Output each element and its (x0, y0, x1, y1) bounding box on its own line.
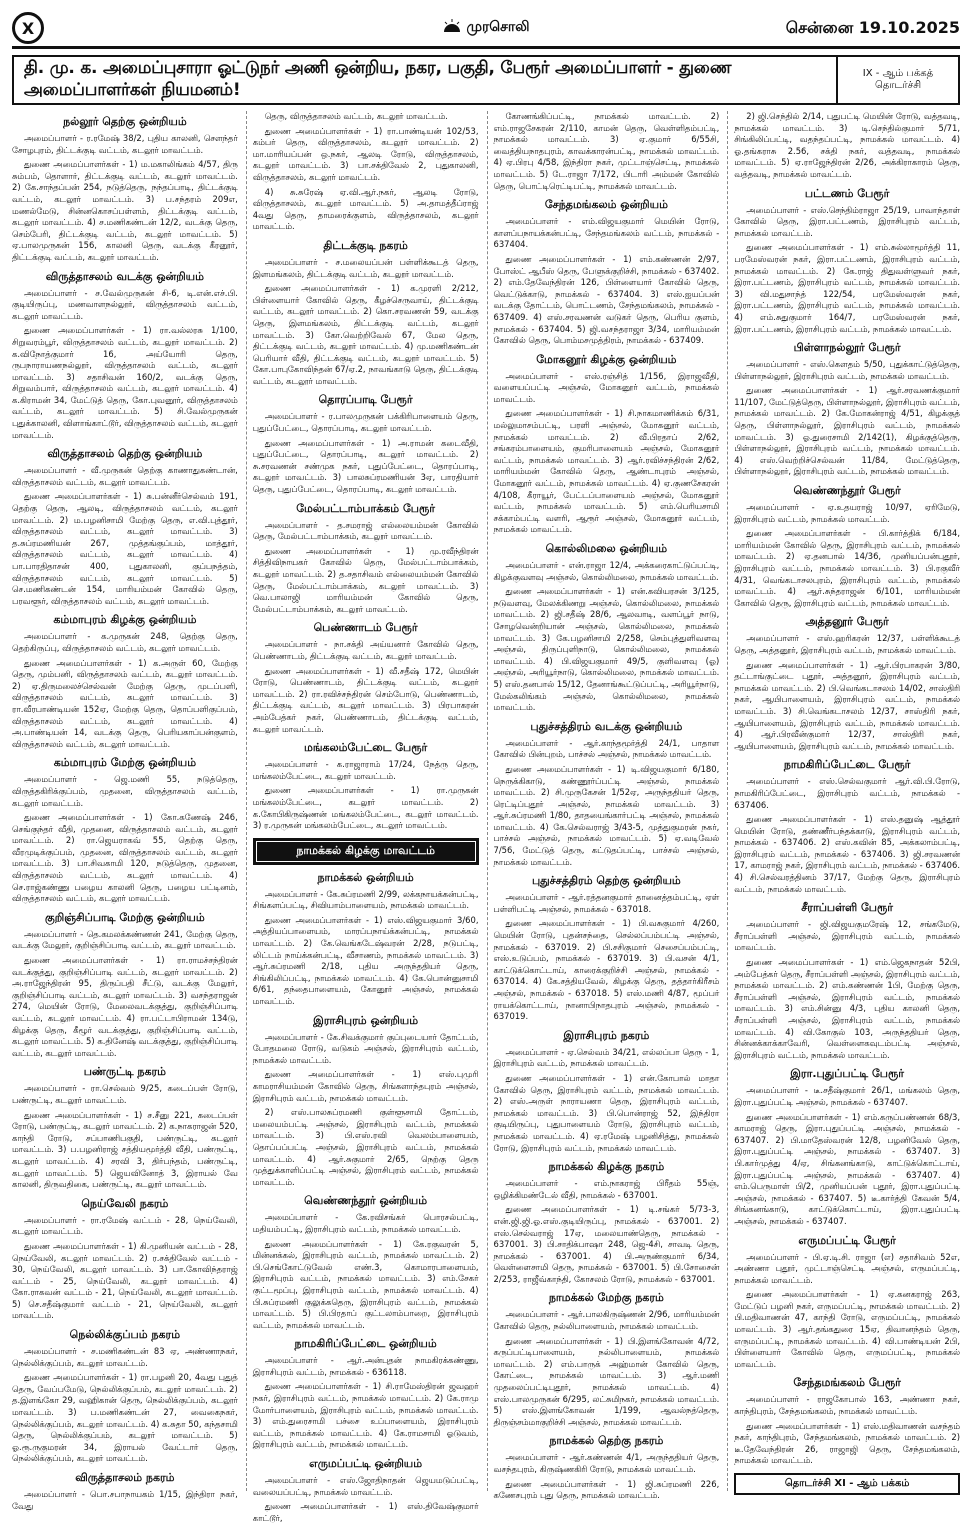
appointment-section (12, 447, 238, 607)
appointment-paragraph: துணை அமைப்பாளர்கள் - 1) ரா.முருகன் மங்கலம்பேட்டை, கடலூர் மாவட்டம். 2) க.கோபிகிருஷ்ணன் மங்கலம்பேட்டை, கடலூர் மாவட்டம். 3) ர.முருகன் மங்கலம்பேட்டை, கடலூர் மாவட்டம். (252, 785, 479, 831)
section-heading: கம்மாபுரம் கிழக்கு ஒன்றியம் (53, 613, 197, 627)
appointment-section (734, 615, 960, 752)
section-heading: நாமகிரிப்பேட்டை ஒன்றியம் (294, 1337, 437, 1351)
section-heading: நாமகிரிப்பேட்டை பேரூர் (783, 758, 911, 772)
appointment-section (494, 720, 720, 869)
appointment-paragraph: துணை அமைப்பாளர்கள் - 1) ரா.வல்லரசு 1/100, சிறுவரம்பூர், விருத்தாசலம் வட்டம், கடலூர் மாவட்டம். 2) க.விநோத்குமார் 16, அய்யோரி தெரு, ருபநாராயணநல்லூர், விருத்தாசலம் வட்டம், கடலூர் மாவட்டம். 3) சதாசிவன் 160/2, வடக்கு தெரு, சிறுவம்பார், விருத்தாசலம் வட்டம், கடலூர் மாவட்டம். 4) க.கிராமன் 34, மேட்டுத் தெரு, கோ.புவனூர், விருத்தாசலம் வட்டம், கடலூர் மாவட்டம். 5) சி.வேல்முருகன் புதுக்காலனி, விளாங்காட்டூர், விருத்தாசலம் வட்டம், கடலூர் மாவட்டம். (12, 325, 238, 440)
appointment-section (12, 1197, 238, 1322)
section-heading: பிள்ளாநல்லூர் பேரூர் (793, 341, 901, 355)
headline-title: தி. மு. க. அமைப்புசாரா ஓட்டுநர் அணி ஒன்றிய, நகர, பகுதி, பேரூர் அமைப்பாளர் - துணை அமைப்பாளர்கள் நியமனம்! (24, 58, 732, 100)
section-heading: விருத்தாசலம் நகரம் (75, 1471, 175, 1484)
section-heading: இராசிபுரம் நகரம் (563, 1028, 650, 1042)
appointment-section (734, 1234, 960, 1371)
appointment-paragraph: அமைப்பாளர் - பொ.சபாநாயகம் 1/15, இந்திரா நகர், வேது (12, 1489, 238, 1511)
appointment-paragraph: துணை அமைப்பாளர்கள் - 1) சு.பன்னீர்செல்வம் 191, தெற்கு தெரு, ஆலடி, விருத்தாசலம் வட்டம், கடலூர் மாவட்டம். 2) ம.பழனிசாமி மேற்கு தெரு, எ.வி.புத்தூர், விருத்தாசலம் வட்டம், கடலூர் மாவட்டம். 3) த.சுப்ரமணியன் 267, முத்தங்குப்பம், மாத்தூர், விருத்தாசலம் வட்டம், கடலூர் மாவட்டம். 4) பா.பாரதிதாசன் 400, புதுகாலனி, குப்பநத்தம், விருத்தாசலம் வட்டம், கடலூர் மாவட்டம். 5) செ.மணிகண்டன் 154, மாரியம்மன் கோவில் தெரு, பரவளூர், விருத்தாசலம் வட்டம், கடலூர் மாவட்டம். (12, 491, 238, 606)
appointment-section (253, 621, 479, 735)
appointment-paragraph: அமைப்பாளர் - எஸ்.ரஞ்சித் 1/156, இராஜவீதி, வளையப்பட்டி அஞ்சல், மோகனூர் வட்டம், நாமக்கல் மாவட்டம். (493, 370, 720, 404)
appointment-paragraph: அமைப்பாளர் - எம்.விஜயகுமார் மெயின் ரோடு, காளப்பநாயக்கன்பட்டி, சேந்தமங்கலம் வட்டம், நாமக்கல் - 637404. (493, 216, 720, 250)
appointment-paragraph: அமைப்பாளர் - ர.பாலமுருகன் பக்கிரிபாளையம் தெரு, புதுப்பேட்டை, தொரப்பாடி, கடலூர் மாவட்டம். (252, 411, 479, 434)
section-heading: மங்கலம்பேட்டை பேரூர் (303, 741, 428, 755)
appointment-section (734, 1376, 960, 1467)
appointment-paragraph: அமைப்பாளர் - தெ.கமலக்கண்ணன் 241, மேற்கு தெரு, வடக்கு மேலூர், குறிஞ்சிப்பாடி வட்டம், கடலூர் மாவட்டம். (12, 928, 238, 951)
appointment-section (734, 111, 960, 181)
paper-name: முரசொலி (466, 19, 530, 35)
appointment-section (734, 758, 960, 895)
continued-on-label: தொடர்ச்சி XI - ஆம் பக்கம் (734, 1473, 960, 1495)
appointment-paragraph: அமைப்பாளர் - ஏ.செல்வம் 34/21, எல்லப்பா தெரு - 1, இராசிபுரம் வட்டம், நாமக்கல் மாவட்டம். (493, 1046, 720, 1069)
continued-from-line1: IX - ஆம் பக்கத் (862, 68, 934, 79)
appointment-section (12, 911, 238, 1060)
appointment-section (253, 1194, 479, 1331)
appointment-paragraph: கோணங்கிப்பட்டி, நாமக்கல் மாவட்டம். 2) எம்.ராஜசேகரன் 2/110, காமன் தெரு, வெள்ளிதம்பட்டி, நாமக்கல் மாவட்டம். 3) ஏ.குமார் 6/55சி, வைத்தியநாதபுரம், காவக்காரன்பட்டி, நாமக்கல் மாவட்டம். 4) ஏ.பிரபு 4/58, இந்திரா நகர், முட்டாஞ்செட்டி, நாமக்கல் மாவட்டம். 5) டே.ராஜா 7/172, பிடாரி அம்மன் கோவில் தெரு, பொட்டிரெட்டிபட்டி, நாமக்கல் மாவட்டம். (493, 111, 720, 191)
section-heading: இரா.புதுப்பட்டி பேரூர் (790, 1067, 905, 1081)
appointment-paragraph: துணை அமைப்பாளர்கள் - 1) கே.ரகுவரன் 5, மின்னக்கல், இராசிபுரம் வட்டம், நாமக்கல் மாவட்டம். 2) பி.செங்கோட்டுவேல் எண்.3, கொமாரபாளையம், இராசிபுரம் வட்டம், நாமக்கல் மாவட்டம். 3) எம்.சேகர் குட்டமூப்பு, இராசிபுரம் வட்டம், நாமக்கல் மாவட்டம். 4) பி.சுப்ரமணி குலுக்கதெரு, இராசிபுரம் வட்டம், நாமக்கல் மாவட்டம். 5) பி.பிரதாப் குட்டலாம்பாறை, இராசிபுரம் வட்டம், நாமக்கல் மாவட்டம். (252, 1238, 479, 1330)
appointment-paragraph: அமைப்பாளர் - ச.வேல்முருகன் சி-6, டி.என்.எச்.பி. குடியிருப்பு, மணவாளநல்லூர், விருத்தாசலம் வட்டம், கடலூர் மாவட்டம். (12, 287, 238, 321)
appointment-paragraph: அமைப்பாளர் - வீ.முருகன் தெற்கு காணாதுகண்டான், விருத்தாசலம் வட்டம், கடலூர் மாவட்டம். (12, 465, 238, 487)
district-banner: நாமக்கல் கிழக்கு மாவட்டம் (253, 838, 479, 865)
appointment-paragraph: துணை அமைப்பாளர்கள் - 1) அ.ராமன் கடைவீதி, புதுப்பேட்டை, தொரப்பாடி, கடலூர் மாவட்டம். 2) சு.சரவணன் சண்முக நகர், புதுப்பேட்டை, தொரப்பாடி, கடலூர் மாவட்டம். 3) பாலசுப்ரமணியன் 3ஏ, பாரதியார் தெரு, புதுப்பேட்டை, தொரப்பாடி, கடலூர் மாவட்டம். (252, 437, 479, 495)
appointment-paragraph: அமைப்பாளர் - எஸ்.ஜோதிநாதன் ஜெயமடுப்பட்டி, வலையப்பட்டி, நாமக்கல் மாவட்டம். (252, 1475, 479, 1497)
appointment-paragraph: 4) சு.சுரேஷ் ஏ.வி.ஆர்.நகர், ஆலடி ரோடு, விருத்தாசலம், கடலூர் மாவட்டம். 5) அ.தாமத்தீப்ராஜ் 4வது தெரு, தாமரைக்குளம், விருத்தாசலம், கடலூர் மாவட்டம். (252, 186, 479, 232)
appointment-paragraph: துணை அமைப்பாளர்கள் - 1) பி.இளங்கோவன் 4/72, கருப்பட்டிபாளையம், நல்லிபாளையம், நாமக்கல் மாவட்டம். 2) எம்.பாருக் அஹ்மான் கோவில் தெரு, கோட்டை, நாமக்கல் மாவட்டம். 3) ஆர்.மணி முதலைப்பட்டிபுதூர், நாமக்கல் மாவட்டம். 4) எஸ்.பாலமுருகன் 6/295, லட்சுமிநகர், நாமக்கல் மாவட்டம். 5) எஸ்.இளங்கோவன் 1/199, ஆவல்நத்தெரு, திருஞ்சம்மாகுறிச்சி அஞ்சல், நாமக்கல் மாவட்டம். (493, 1335, 720, 1427)
section-heading: பெண்ணாடம் பேரூர் (313, 621, 418, 635)
appointment-paragraph: அமைப்பாளர் - எஸ்.செல்வகுமார் ஆர்.வி.பி.ரோடு, நாமகிரிப்பேட்டை, இராசிபுரம் வட்டம், நாமக்கல் - 637406. (734, 776, 960, 810)
appointment-paragraph: துணை அமைப்பாளர்கள் - 1) ஏ.கனகராஜ் 263, மேட்டுப் பழனி நகர், எருமப்பட்டி, நாமக்கல் மாவட்டம். 2) பி.மதிவாணன் 47, காந்தி ரோடு, எருமப்பட்டி, நாமக்கல் மாவட்டம். 3) ஆர்.தங்கதுரை 15ஏ, திவானந்தம் தெரு, எருமப்பட்டி, நாமக்கல் மாவட்டம். 4) வி.பாண்டியன் 2பி, பிள்ளையார் கோவில் தெரு, எருமப்பட்டி, நாமக்கல் மாவட்டம். (734, 1289, 960, 1369)
appointment-section (494, 542, 720, 714)
appointment-paragraph: துணை அமைப்பாளர்கள் - 1) மு.ரவீந்திரன் சித்திவிநாயகர் கோவில் தெரு, மேல்பட்டாம்பாக்கம், கடலூர் மாவட்டம். 2) த.சதாசிவம் எல்லையம்மன் கோவில் தெரு, மேல்பட்டாம்பாக்கம், கடலூர் மாவட்டம். 3) வெ.பாலாஜி மாரியம்மன் கோவில் தெரு, மேல்பட்டாம்பாக்கம், கடலூர் மாவட்டம். (252, 545, 479, 614)
appointment-paragraph: துணை அமைப்பாளர்கள் - 1) க.முரளி 2/212, பிள்ளையார் கோவில் தெரு, கீழச்செருவாய், திட்டக்குடி வட்டம், கடலூர் மாவட்டம். 2) கொ.சரவணன் 59, வடக்கு தெரு, இளமங்கலம், திட்டக்குடி வட்டம், கடலூர் மாவட்டம். 3) கோ.வெற்றிவேல் 67, மேல தெரு, திட்டக்குடி வட்டம், கடலூர் மாவட்டம். 4) மு.மணிகண்டன் பெரியார் வீதி, திட்டக்குடி வட்டம், கடலூர் மாவட்டம். 5) கோ.பாபுகோவிந்தன் 67/ஏ.2, நாவங்காடு தெரு, திட்டக்குடி வட்டம், கடலூர் மாவட்டம். (252, 283, 479, 386)
appointment-paragraph: துணை அமைப்பாளர்கள் - 1) ரா.பழனி 20, 4வது புதுத் தெரு, வேப்பமேடு, நெல்லிக்குப்பம், கடலூர் மாவட்டம். 2) த.இளங்கோ 29, வஹிகான் தெரு, நெல்லிக்குப்பம், கடலூர் மாவட்டம். 3) ப.மணிகண்டன் 27, வைகைநகர், நெல்லிக்குப்பம், கடலூர் மாவட்டம். 4) க.சுதா 50, கந்தசாமி தெரு, நெல்லிக்குப்பம், கடலூர் மாவட்டம். 5) ஓ.ரூ.ருகுமரன் 34, இராயல் வேட்டார் தெரு, நெல்லிக்குப்பம், கடலூர் மாவட்டம். (12, 1372, 238, 1464)
appointment-paragraph: அமைப்பாளர் - ரா.செல்வம் 9/25, கடைப்பள் ரோடு, பண்ருட்டி, கடலூர் மாவட்டம். (12, 1083, 238, 1105)
appointment-section (253, 502, 479, 616)
section-heading: சேந்தமங்கலம் ஒன்றியம் (544, 198, 668, 212)
appointment-section (12, 1471, 238, 1512)
appointment-paragraph: தெரு, விருத்தாசலம் வட்டம், கடலூர் மாவட்டம். (264, 111, 448, 121)
section-heading: புதுச்சத்திரம் வடக்கு ஒன்றியம் (530, 719, 683, 733)
appointment-paragraph: அமைப்பாளர் - ரா.ரமேஷ் வட்டம் - 28, நெய்வேலி, கடலூர் மாவட்டம். (12, 1214, 238, 1237)
appointment-paragraph: துணை அமைப்பாளர்கள் - 1) என்.கோபால் மாதா கோவில் தெரு, இராசிபுரம் வட்டம், நாமக்கல் மாவட்டம். 2) எஸ்.அருள் நாராயணா தெரு, இராசிபுரம் வட்டம், நாமக்கல் மாவட்டம். 3) பி.பொன்ராஜ் 52, இந்திரா குடியிருப்பு, புதுபாளையம் ரோடு, இராசிபுரம் வட்டம், நாமக்கல் மாவட்டம். 4) ஏ.ரமேஷ் பழனிசித்து, நாமக்கல் ரோடு, இராசிபுரம் வட்டம், நாமக்கல் மாவட்டம். (493, 1072, 720, 1153)
appointment-paragraph: துணை அமைப்பாளர்கள் - 1) ஜி.சுப்ரமணி 226, கணேசபுரம் புது தெரு, நாமக்கல் மாவட்டம். (493, 1478, 720, 1501)
appointment-paragraph: துணை அமைப்பாளர்கள் - பி.கார்த்திக் 6/184, மாரியம்மன் கோவில் தெரு, இராசிபுரம் வட்டம், நாமக்கல் மாவட்டம். 2) ஏ.தனபால் 14/36, முனியப்பன்புதூர், இராசிபுரம் வட்டம், நாமக்கல் மாவட்டம். 3) பி.ரகுவீர் 4/31, வெங்கடாசலபுரம், இராசிபுரம் வட்டம், நாமக்கல் மாவட்டம். 4) ஆர்.சுந்தராஜன் 6/101, மாரியம்மன் கோவில் தெரு, இராசிபுரம் வட்டம், நாமக்கல் மாவட்டம். (734, 528, 960, 608)
appointment-section (494, 111, 720, 192)
section-heading: பட்டணம் பேரூர் (804, 186, 890, 200)
section-heading: பண்ருட்டி நகரம் (83, 1065, 167, 1079)
appointment-paragraph: துணை அமைப்பாளர்கள் - 1) ம.மகாலிங்கம் 4/57, திரு சும்பம், தொளார், திட்டக்குடி வட்டம், கடலூர் மாவட்டம். 2) கே.சாந்தப்பன் 254, நடுத்தெரு, நந்தப்பாடி, திட்டக்குடி வட்டம், கடலூர் மாவட்டம். 3) ப.சந்தரம் 209எ, மணல்மேடு, சின்னகொசப்பள்ளம், திட்டக்குடி வட்டம், கடலூர் மாவட்டம். 4) ச.மணிகண்டன் 12/2, வடக்கு தெரு, செம்பேரி, திட்டக்குடி வட்டம், கடலூர் மாவட்டம். 5) ஏ.பாலமுருகன் 156, காலனி தெரு, வடக்கு கீரனூர், திட்டக்குடி வட்டம், கடலூர் மாவட்டம். (12, 159, 238, 262)
appointment-section (253, 239, 479, 388)
section-heading: திட்டக்குடி நகரம் (323, 238, 408, 252)
rising-sun-icon (443, 19, 461, 37)
appointment-paragraph: துணை அமைப்பாளர்கள் - 1) வீ.சதீஷ் 172, மெயின் ரோடு, பெண்ணாடம், திட்டக்குடி வட்டம், கடலூர் மாவட்டம். 2) ரா.ரவிச்சந்திரன் செம்போடு, பெண்ணாடம், திட்டக்குடி வட்டம், கடலூர் மாவட்டம். 3) பிரபாகரன் அம்பேத்கர் நகர், பெண்ணாடம், திட்டக்குடி வட்டம், கடலூர் மாவட்டம். (252, 665, 479, 734)
appointment-paragraph: அமைப்பாளர் - ஆர்.பாலகிருஷ்ணன் 2/96, மாரியம்மன் கோவில் தெரு, நல்லிபாளையம், நாமக்கல் மாவட்டம். (493, 1309, 720, 1332)
section-heading: விருத்தாசலம் தெற்கு ஒன்றியம் (47, 447, 203, 461)
masthead-left (12, 12, 391, 44)
appointment-section (12, 613, 238, 750)
appointment-paragraph: அமைப்பாளர் - எஸ்.செந்திம்ராஜா 25/19, பாவாந்தாள் கோவில் தெரு, இரா.பட்டணம், இராசிபுரம் வட்டம், நாமக்கல் மாவட்டம். (734, 204, 960, 238)
appointment-paragraph: அமைப்பாளர் - ர.ரமேஷ் 38/2, புதிய காலனி, சௌந்தர் சோழபுரம், திட்டக்குடி வட்டம், கடலூர் மாவட்டம். (12, 133, 238, 155)
article-column (727, 111, 960, 1491)
appointment-section (494, 353, 720, 536)
appointment-paragraph: அமைப்பாளர் - கே.சிவக்குமார் குப்புடையார் தோட்டம், போதமலை ரோடு, வடுகம் அஞ்சல், இராசிபுரம் வட்டம், நாமக்கல் மாவட்டம். (252, 1031, 479, 1065)
appointment-paragraph: அமைப்பாளர் - என்.ராஜா 12/4, அக்கரைகாட்டுப்பட்டி, கிழக்குவளவு அஞ்சல், கொல்லிமலை, நாமக்கல் மாவட்டம். (493, 560, 720, 582)
appointment-paragraph: அமைப்பாளர் - பி.ஏ.டி.சி. ராஜா (எ) சதாசிவம் 52எ, அண்ணா புதூர், முட்டாஞ்செட்டி அஞ்சல், எருமப்பட்டி, நாமக்கல் மாவட்டம். (734, 1251, 960, 1285)
appointment-section (253, 1014, 479, 1189)
appointment-paragraph: அமைப்பாளர் - ஜெ.மணி 55, நடுத்தெரு, விருத்தகிரிக்குப்பம், முதனை, விருத்தாசலம் வட்டம், கடலூர் மாவட்டம். (12, 774, 238, 808)
section-heading: நாமக்கல் கிழக்கு நகரம் (548, 1160, 665, 1174)
section-heading: புதுச்சத்திரம் தெற்கு ஒன்றியம் (531, 874, 681, 888)
appointment-paragraph: துணை அமைப்பாளர்கள் - 1) எம்.கண்ணன் 2/97, போஸ்ட் ஆபீஸ் தெரு, பேளுக்குறிச்சி, நாமக்கல் - 637402. 2) எம்.தேவேந்திரன் 126, பிள்ளையார் கோவில் தெரு, வெட்டுக்காடு, நாமக்கல் - 637404. 3) எஸ்.ஐயப்பன் வடக்கு தோட்டம், பொட்டணம், சேந்தமங்கலம், நாமக்கல் - 637409. 4) எஸ்.சரவணன் வடுகர் தெரு, பெரிய குளம், நாமக்கல் - 637404. 5) ஜி.வசந்தராஜா 3/34, மாரியம்மன் கோவில் தெரு, பொம்மசமுத்திரம், நாமக்கல் - 637409. (493, 253, 720, 346)
section-heading: இராசிபுரம் ஒன்றியம் (313, 1013, 419, 1027)
appointment-paragraph: அமைப்பாளர் - த.சமராஜ் எல்லையம்மன் கோவில் தெரு, மேல்பட்டாம்பாக்கம், கடலூர் மாவட்டம். (252, 519, 479, 542)
appointment-paragraph: அமைப்பாளர் - க.ராஜாராம் 17/24, நேத்ரு தெரு, மங்கலம்பேட்டை, கடலூர் மாவட்டம். (252, 759, 479, 781)
appointment-paragraph: அமைப்பாளர் - ஆர்.காந்தமூர்த்தி 24/1, பாதாள கோவில் பின்புறம், பாச்சல் அஞ்சல், நாமக்கல் மாவட்டம். (493, 737, 720, 760)
appointment-paragraph: துணை அமைப்பாளர்கள் - 1) சி.ராமேஸ்திரன் ஜவஹர் நகர், இராசிபுரம் வட்டம், நாமக்கல் மாவட்டம். 2) கே.ராமு மோர்பாளையம், இராசிபுரம் வட்டம், நாமக்கல் மாவட்டம். 3) எம்.துரைசாமி பச்சை உப்பாளையம், இராசிபுரம் வட்டம், நாமக்கல் மாவட்டம். 4) கே.ராமசாமி ஓடுவம், இராசிபுரம் வட்டம், நாமக்கல் மாவட்டம். (252, 1381, 479, 1450)
appointment-section (12, 270, 238, 442)
appointment-section (734, 484, 960, 609)
city-date: சென்னை 19.10.2025 (785, 17, 960, 37)
section-heading: வெண்ணந்தூர் பேரூர் (793, 484, 901, 498)
article-column (246, 111, 479, 1523)
appointment-paragraph: துணை அமைப்பாளர்கள் - 1) எம்.ஜெகநாதன் 52பி, அம்பேத்கர் தெரு, சீராப்பள்ளி அஞ்சல், இராசிபுரம் வட்டம், நாமக்கல் மாவட்டம். 2) எம்.கண்ணன் 1பி, மேற்கு தெரு, சீராப்பள்ளி அஞ்சல், இராசிபுரம் வட்டம், நாமக்கல் மாவட்டம். 3) எம்.சின்னு 4/3, புதிய காலனி தெரு, சீராப்பள்ளி அஞ்சல், இராசிபுரம் வட்டம், நாமக்கல் மாவட்டம். 4) வி.கோகுல் 103, அருந்ததியர் தெரு, சின்னக்காக்காவேரி, வெள்ளைகவுடம்பட்டி அஞ்சல், இராசிபுரம் வட்டம், நாமக்கல் மாவட்டம். (734, 957, 960, 1060)
appointment-paragraph: அமைப்பாளர் - க.முருகன் 248, தெற்கு தெரு, தெற்கிருப்பு, விருத்தாசலம் வட்டம், கடலூர் மாவட்டம். (12, 631, 238, 653)
appointment-section (253, 871, 479, 1008)
appointment-section (734, 341, 960, 478)
section-heading: எருமப்பட்டி பேரூர் (798, 1233, 896, 1247)
appointment-section (253, 741, 479, 832)
appointment-section (494, 198, 720, 347)
appointment-section (253, 111, 479, 233)
appointment-paragraph: துணை அமைப்பாளர்கள் - 1) எம்.கருப்பண்ணன் 68/3, காமராஜ் தெரு, இரா.புதுப்பட்டி அஞ்சல், நாமக்கல் - 637407. 2) பி.மாதேஸ்வரன் 12/8, பழனிவேல் தெரு, இரா.புதுப்பட்டி அஞ்சல், நாமக்கல் - 637407. 3) பி.கார்முத்து 4/ஏ, சிங்கனங்காடு, காட்டுக்கொட்டாய், இரா.புதுப்பட்டி அஞ்சல், நாமக்கல் - 637407. 4) எம்.பெருமாள் பி/2, முனியப்பன் புதூர், இரா.புதுப்பட்டி அஞ்சல், நாமக்கல் - 637407. 5) டீ.கார்த்தி கேவன் 5/4, சிங்கனங்காடு, காட்டுக்கொட்டாய், இரா.புதுப்பட்டி அஞ்சல், நாமக்கல் - 637407. (734, 1111, 960, 1226)
continued-from-box (836, 57, 958, 103)
appointment-paragraph: அமைப்பாளர் - எஸ்.கௌதம் 5/50, புதுக்காட்டுத்தெரு, பிள்ளாநல்லூர், இராசிபுரம் வட்டம், நாமக்கல் மாவட்டம். (734, 359, 960, 381)
section-heading: தொரப்பாடி பேரூர் (318, 393, 413, 407)
appointment-paragraph: துணை அமைப்பாளர்கள் - 1) எஸ்.புமுரி காமராசியம்மன் கோவில் தெரு, சிங்களாந்தபுரம் அஞ்சல், இராசிபுரம் வட்டம், நாமக்கல் மாவட்டம். (252, 1069, 479, 1103)
section-heading: விருத்தாசலம் வடக்கு ஒன்றியம் (45, 269, 204, 283)
appointment-paragraph: துணை அமைப்பாளர்கள் - 1) கோ.கணேஷ் 246, செங்குந்தர் வீதி, முதனை, விருத்தாசலம் வட்டம், கடலூர் மாவட்டம். 2) ரா.ஜெயராகவ் 55, தெற்கு தெரு, வீரமுடிக்குப்பம், முதனை, விருத்தாசலம் வட்டம், கடலூர் மாவட்டம். 3) பா.சிவகாமி 120, நடுத்தெரு, முதனை, விருத்தாசலம் வட்டம், கடலூர் மாவட்டம். 4) செ.ராஜ்கண்ணு பழைய காலனி தெரு, பழைய பட்டினம், விருத்தாசலம் வட்டம், கடலூர் மாவட்டம். (12, 812, 238, 904)
appointment-paragraph: துணை அமைப்பாளர்கள் - 1) எம்.சுல்லாமூர்த்தி 11, பரமேஸ்வரன் நகர், இரா.பட்டணம், இராசிபுரம் வட்டம், நாமக்கல் மாவட்டம். 2) கே.ராஜ் திதுவள்ளுவர் நகர், இரா.பட்டணம், இராசிபுரம் வட்டம், நாமக்கல் மாவட்டம். 3) வி.மதுசாந்த் 122/54, பரமேஸ்வரன் நகர், இரா.பட்டணம், இராசிபுரம் வட்டம், நாமக்கல் மாவட்டம். 4) எம்.சுதுகுமார் 164/7, பரமேஸ்வரன் நகர், இரா.பட்டணம், இராசிபுரம் வட்டம், நாமக்கல் மாவட்டம். (734, 242, 960, 334)
appointment-paragraph: அமைப்பாளர் - ஆர்.அன்புதன் நாமகிரக்கண்ணு, இராசிபுரம் வட்டம், நாமக்கல் - 636118. (252, 1355, 479, 1377)
appointment-paragraph: துணை அமைப்பாளர்கள் - 1) கி.முனியன் வட்டம் - 28, நெய்வேலி, கடலூர் மாவட்டம். 2) ர.சக்திவேல் வட்டம் - 30, நெய்வேலி, கடலூர் மாவட்டம். 3) பா.கோவிந்தராஜ் வட்டம் - 25, நெய்வேலி, கடலூர் மாவட்டம். 4) கோ.ராகவன் வட்டம் - 21, நெய்வேலி, கடலூர் மாவட்டம். 5) செ.சதீஷ்குமார் வட்டம் - 21, நெய்வேலி, கடலூர் மாவட்டம். (12, 1240, 238, 1321)
appointment-paragraph: துணை அமைப்பாளர்கள் - 1) க.அருள் 60, மேற்கு தெரு, மும்பனி, விருத்தாசலம் வட்டம், கடலூர் மாவட்டம். 2) ஏ.திருமலைச்செல்வன் மேற்கு தெரு, முடப்பளி, விருத்தாசலம் வட்டம், கடலூர் மாவட்டம். 3) ரா.வீரபாண்டியன் 152ஏ, மேற்கு தெரு, தொப்பளிகுப்பம், விருத்தாசலம் வட்டம், கடலூர் மாவட்டம். 4) அ.பாண்டியன் 14, வடக்கு தெரு, பெரியகாப்பன்குளம், விருத்தாசலம் வட்டம், கடலூர் மாவட்டம். (12, 657, 238, 749)
appointment-section (494, 1434, 720, 1501)
appointment-section (494, 1029, 720, 1154)
appointment-paragraph: அமைப்பாளர் - ஆர்.ரத்தனகுமார் தானைத்தம்பட்டி, ஏள் பள்ளிபட்டி அஞ்சல், நாமக்கல் - 637018. (493, 892, 720, 914)
appointment-paragraph: துணை அமைப்பாளர்கள் - 1) ரா.பாண்டியன் 102/53, கம்பர் தெரு, விருத்தாசலம், கடலூர் மாவட்டம். 2) மா.மாரியப்பன் ஒ.நகர், ஆலடி ரோடு, விருத்தாசலம், கடலூர் மாவட்டம். 3) பா.சக்திவேல் 2, புதுகாலனி, விருத்தாசலம், கடலூர் மாவட்டம். (252, 125, 479, 182)
section-heading: சேந்தமங்கலம் பேரூர் (793, 1376, 901, 1390)
appointment-paragraph: 2) ஜி.செந்தில் 2/14, புதுபட்டி மெயின் ரோடு, வத்தவடி, நாமக்கல் மாவட்டம். 3) டி.செந்தில்குமார் 5/71, சிங்கிலிப்பட்டி, வதந்தப்பட்டி, நாமக்கல் மாவட்டம். 4) ஓ.தங்கராசு 2.56, சக்தி நகர், வத்தவடி, நாமக்கல் மாவட்டம். 5) ஏ.ராஜேந்திரன் 2/26, அக்கிராகாரம் தெரு, வத்தவடி, நாமக்கல் மாவட்டம். (734, 111, 960, 179)
appointment-paragraph: துணை அமைப்பாளர்கள் - 1) பி.வசுகுமார் 4/260, மெயின் ரோடு, புதன்சந்தை, செல்லப்பம்பட்டி அஞ்சல், நாமக்கல் - 637019. 2) பி.சசிகுமார் செசைப்பம்பட்டி, எஸ்.உடுப்பம், நாமக்கல் - 637019. 3) பி.வசன் 4/1, காட்டுக்கொட்டாய், காரைக்குறிச்சி அஞ்சல், நாமக்கல் - 637014. 4) கே.சத்தியவேல், கிழக்கு தெரு, தத்தார்கிரீசம் அஞ்சல், நாமக்கல் - 637018. 5) எஸ்.மணி 4/87, மூப்பர் ராயக்கொட்டாய், நானாபிநாதபுரம் அஞ்சல், நாமக்கல் - 637019. (493, 918, 720, 1022)
continued-from-line2: தொடர்ச்சி (874, 80, 922, 91)
headline-box (12, 55, 960, 105)
article-columns (12, 111, 960, 1523)
appointment-paragraph: துணை அமைப்பாளர்கள் - 1) டி.சங்கர் 5/73-3, என்.ஜி.ஜி.ஓ.எஸ்.குடியிருப்பு, நாமக்கல் - 637001. 2) எஸ்.செல்வராஜ் 17ஏ, மலையாண்தெரு, நாமக்கல் - 637001. 3) பி.சாதிக்பாஷா 248, ஜெ-4சி, சாவடி தெரு, நாமக்கல் - 637001. 4) பி.அருண்குமார் 6/34, வெள்ளைசாமி தெரு, நாமக்கல் - 637001. 5) பி.சோசைன் 2/253, ராஜீவ்காந்தி, கோசலம் ரோடு, நாமக்கல் - 637001. (493, 1204, 720, 1284)
appointment-paragraph: அமைப்பாளர் - கே.ரவிசங்கர் பொரசல்பட்டி, மதியம்பட்டி, இராசிபுரம் வட்டம், நாமக்கல் மாவட்டம். (252, 1212, 479, 1234)
appointment-section (12, 115, 238, 264)
appointment-paragraph: துணை அமைப்பாளர்கள் - 1) ரா.ராமச்சந்திரன் வடக்குத்து, குறிஞ்சிப்பாடி வட்டம், கடலூர் மாவட்டம். 2) அ.ராஜேந்திரன் 95, திருப்பதி சீட்டு, வடக்கு மேலூர், குறிஞ்சிப்பாடி வட்டம், கடலூர் மாவட்டம். 3) வசந்தராஜன் 274, மெயின் ரோடு, மேலைவடக்குத்து, குறிஞ்சிப்பாடி வட்டம், கடலூர் மாவட்டம். 4) ரா.பட்டாபிராமன் 134டு, கிழக்கு தெரு, கீழூர் வடக்குத்து, குறிஞ்சிப்பாடி வட்டம், கடலூர் மாவட்டம். 5) க.தினேஷ் வடக்குத்து, குறிஞ்சிப்பாடி வட்டம், கடலூர் மாவட்டம். (12, 955, 238, 1058)
appointment-section (12, 1328, 238, 1465)
section-heading: நாமக்கல் ஒன்றியம் (317, 870, 414, 884)
appointment-section (494, 1160, 720, 1285)
appointment-paragraph: அமைப்பாளர் - நா.சக்தி அய்யனார் கோவில் தெரு, பெண்ணாடம், திட்டக்குடி வட்டம், கடலூர் மாவட்டம். (252, 639, 479, 661)
appointment-paragraph: துணை அமைப்பாளர்கள் - 1) ஆர்.பிரபாகரன் 3/80, தட்டாங்குட்டை புதூர், அத்தனூர், இராசிபுரம் வட்டம், நாமக்கல் மாவட்டம். 2) பி.வெங்கடாசலம் 14/02, சாஸ்திரி நகர், ஆயிபாளையம், இராசிபுரம் வட்டம், நாமக்கல் மாவட்டம். 3) சி.வெங்கடாசலம் 12/37, சாஸ்திரி நகர், ஆயிபாளையம், இராசிபுரம் வட்டம், நாமக்கல் மாவட்டம். 4) ஆர்.பிரவீன்குமார் 12/37, சாஸ்திரி நகர், ஆயிபாளையம், இராசிபுரம் வட்டம், நாமக்கல் மாவட்டம். (734, 659, 960, 751)
page-number-badge: X (12, 12, 44, 44)
appointment-paragraph: துணை அமைப்பாளர்கள் - 1) எஸ்.விஜயகுமார் 3/60, அத்தியப்பாளையம், மாரப்பநாய்க்கன்பட்டி, நாமக்கல் மாவட்டம். 2) கே.வெங்கடேஷ்வரன் 2/28, நடுபட்டி, லிட்டம் நாய்க்கன்பட்டி, வீசாணம், நாமக்கல் மாவட்டம். 3) ஆர்.சுப்ரமணி 2/18, புதிய அருந்ததியர் தெரு, சிங்கிலிப்பட்டி, நாமக்கல் மாவட்டம். 4) கே.பொன்னுசாமி 6/61, தந்தைபாளையம், கோனூர் அஞ்சல், நாமக்கல் மாவட்டம். (252, 914, 479, 1007)
appointment-section (12, 756, 238, 905)
article-column (487, 111, 720, 1501)
section-heading: குறிஞ்சிப்பாடி மேற்கு ஒன்றியம் (45, 910, 205, 924)
appointment-section (734, 901, 960, 1061)
appointment-paragraph: அமைப்பாளர் - ச.மலையப்பன் பள்ளிக்கூடத் தெரு, இளமங்கலம், திட்டக்குடி வட்டம், கடலூர் மாவட்டம். (252, 256, 479, 279)
section-heading: நெல்லிக்குப்பம் நகரம் (69, 1328, 181, 1342)
appointment-paragraph: அமைப்பாளர் - ஏ.உதயராஜ் 10/97, ஏரிமேடு, இராசிபுரம் வட்டம், நாமக்கல் மாவட்டம். (734, 502, 960, 524)
appointment-paragraph: துணை அமைப்பாளர்கள் - 1) ச.சீனு 221, கடைப்பள் ரோடு, பண்ருட்டி, கடலூர் மாவட்டம். 2) க.நாகராஜன் 520, காந்தி ரோடு, சப்பாணிபகுதி, பண்ருட்டி, கடலூர் மாவட்டம். 3) ப.பழனிராஜ் சத்தியமூர்த்தி வீதி, பண்ருட்டி, கடலூர் மாவட்டம். 4) சரவி 3, திர்பந்தம், பண்ருட்டி, கடலூர் மாவட்டம். 5) ஜெயவினோத் 3, இராயல் வே காலனி, திருவதிகை, பண்ருட்டி, கடலூர் மாவட்டம். (12, 1109, 238, 1190)
appointment-paragraph: துணை அமைப்பாளர்கள் - 1) எஸ்.தனுஷ் ஆத்தூர் மெயின் ரோடு, தண்ணீர்பந்தக்காடு, இராசிபுரம் வட்டம், நாமக்கல் - 637406. 2) எஸ்.கவின் 85, அக்கலாம்பட்டி, இராசிபுரம் வட்டம், நாமக்கல் - 637406. 3) ஜி.சரவணன் 17, காமராஜ் நகர், இராசிபுரம் வட்டம், நாமக்கல் - 637406. 4) சி.செல்வரத்தினம் 37/17, மேற்கு தெரு, இராசிபுரம் வட்டம், நாமக்கல் மாவட்டம். (734, 814, 960, 894)
section-heading: கொல்லிமலை ஒன்றியம் (545, 542, 668, 555)
appointment-section (12, 1065, 238, 1190)
appointment-paragraph: அமைப்பாளர் - கே.சுப்ரமணி 2/99, லக்கநாயக்கன்பட்டி, சிங்களப்பட்டி, சிவியாம்பாளையம், நாமக்கல் மாவட்டம். (252, 888, 479, 911)
appointment-section (253, 1337, 479, 1451)
masthead (12, 10, 960, 49)
section-heading: மேல்பட்டாம்பாக்கம் பேரூர் (296, 501, 436, 515)
section-heading: எருமப்பட்டி ஒன்றியம் (309, 1457, 423, 1471)
section-heading: மோகனூர் கிழக்கு ஒன்றியம் (536, 352, 677, 366)
appointment-paragraph: துணை அமைப்பாளர்கள் - 1) எஸ்.திவேஷ்குமார் காட்டூர், (252, 1501, 479, 1523)
appointment-paragraph: அமைப்பாளர் - ஆர்.கண்ணன் 4/1, அருந்ததியர் தெரு, வசந்தபுரம், கிருஷ்ணகிரி ரோடு, நாமக்கல் மாவட்டம். (493, 1452, 720, 1474)
appointment-section (494, 1291, 720, 1428)
appointment-paragraph: அமைப்பாளர் - ஜி.விஜயகுமரேஷ் 12, சங்கமேடு, சீராப்பள்ளி அஞ்சல், இராசிபுரம் வட்டம், நாமக்கல் மாவட்டம். (734, 919, 960, 953)
appointment-section (734, 1067, 960, 1227)
section-heading: நல்லூர் தெற்கு ஒன்றியம் (63, 115, 187, 128)
appointment-section (253, 393, 479, 495)
appointment-paragraph: துணை அமைப்பாளர்கள் - 1) என்.கவியரசன் 3/125, நடுவளவு, மேலக்கிணறு அஞ்சல், கொல்லிமலை, நாமக்கல் மாவட்டம். 2) ஜி.சதீஷ் 28/6, ஆலவாடி, வளப்பூர் நாடு, சோழவென்றியான் அஞ்சல், கொல்லிமலை, நாமக்கல் மாவட்டம். 3) கே.பழனிசாமி 2/258, செம்புத்துளிவளவு அஞ்சல், திருப்புளிநாடு, கொல்லிமலை, நாமக்கல் மாவட்டம். 4) பி.விஜயகுமார் 49/5, குளிவளவு (ஓ) அஞ்சல், அரியூர்நாடு, கொல்லிமலை, நாமக்கல் மாவட்டம். 5) எஸ்.தனபால் 15/12, தேனாங்கூட்டுப்பட்டி, அரியூர்நாடு, மேல்கலிங்கம் அஞ்சல், கொல்லிமலை, நாமக்கல் மாவட்டம். (493, 586, 720, 713)
appointment-paragraph: துணை அமைப்பாளர்கள் - 1) ஆர்.சரவணக்குமார் 11/107, மேட்டுத்தெரு, பிள்ளாநல்லூர், இராசிபுரம் வட்டம், நாமக்கல் மாவட்டம். 2) கே.மோகன்ராஜ் 4/51, கிழக்குத் தெரு, பிள்ளாநல்லூர், இராசிபுரம் வட்டம், நாமக்கல் மாவட்டம். 3) ஓ.துரைசாமி 2/142(1), கிழக்குத்தெரு, பிள்ளாநல்லூர், இராசிபுரம் வட்டம், நாமக்கல் மாவட்டம். 4) எஸ்.வெற்றிச்செல்வன் 11/84, மேட்டுத்தெரு, பிள்ளாநல்லூர், இராசிபுரம் வட்டம், நாமக்கல் மாவட்டம். (734, 385, 960, 477)
section-heading: கம்மாபுரம் மேற்கு ஒன்றியம் (53, 756, 197, 770)
appointment-paragraph: அமைப்பாளர் - ராஜகோபால் 163, அண்ணா நகர், காந்திபுரம், சேந்தமங்கலம், நாமக்கல் மாவட்டம். (734, 1394, 960, 1417)
article-column (12, 111, 238, 1511)
appointment-paragraph: 2) எஸ்.பாலசுப்ரமணி குள்ளூசாமி தோட்டம், மலையம்பட்டி அஞ்சல், இராசிபுரம் வட்டம், நாமக்கல் மாவட்டம். 3) பி.எஸ்.ரவி வெலம்பாளையம், தொப்பப்பட்டி அஞ்சல், இராசிபுரம் வட்டம், நாமக்கல் மாவட்டம். 4) ஆர்.சுகுமார் 2/65, நெற்கு தெரு முத்துக்காளிப்பட்டி அஞ்சல், இராசிபுரம் வட்டம், நாமக்கல் மாவட்டம். (252, 1107, 479, 1187)
appointment-paragraph: அமைப்பாளர் - டீ.சதீஷ்குமார் 26/1, மங்கலம் தெரு, இரா.புதுப்பட்டி அஞ்சல், நாமக்கல் - 637407. (734, 1085, 960, 1107)
section-heading: அத்தனூர் பேரூர் (805, 615, 889, 629)
section-heading: நாமக்கல் மேற்கு நகரம் (548, 1291, 664, 1305)
appointment-paragraph: அமைப்பாளர் - எம்.நாகராஜ் பிரீதம் 55ஞ், ஒழிக்கிமண்டேல் வீதி, நாமக்கல் - 637001. (493, 1178, 720, 1200)
appointment-paragraph: துணை அமைப்பாளர்கள் - 1) எஸ்.மதிவாணன் வசந்தம் நகர், காந்திபுரம், சேந்தமங்கலம், நாமக்கல் மாவட்டம். 2) டீ.தேவேந்திரன் 26, ராஜாஜி தெரு, சேந்தமங்கலம், நாமக்கல் மாவட்டம். (734, 1420, 960, 1466)
section-heading: நெய்வேலி நகரம் (81, 1196, 169, 1210)
section-heading: வெண்ணந்தூர் ஒன்றியம் (304, 1194, 428, 1208)
appointment-paragraph: துணை அமைப்பாளர்கள் - 1) டி.விஜயகுமார் 6/180, நெருக்கிகாடு, கண்ணூர்ப்பட்டி அஞ்சல், நாமக்கல் மாவட்டம். 2) சி.முருகேசன் 1/52ஏ, அருந்ததியர் தெரு, ரெட்டிப்புதூர் அஞ்சல், நாமக்கல் மாவட்டம். 3) ஆர்.சுப்ரமணி 1/80, தாதயைங்கார்பட்டி அஞ்சல், நாமக்கல் மாவட்டம். 4) கே.செல்வராஜ் 3/43-5, முத்துகுமரன் நகர், பாச்சல் அஞ்சல், நாமக்கல் மாவட்டம். 5) ஏ.வடிவேல் 7/56, மேட்டுத் தெரு, கட்டுதப்பட்டி, பாச்சல் அஞ்சல், நாமக்கல் மாவட்டம். (493, 763, 720, 867)
appointment-section (253, 1457, 479, 1524)
appointment-section (494, 874, 720, 1023)
masthead-center (443, 19, 530, 37)
appointment-section (734, 187, 960, 336)
section-heading: சீராப்பள்ளி பேரூர் (801, 901, 894, 915)
section-heading: நாமக்கல் தெற்கு நகரம் (549, 1434, 664, 1448)
appointment-paragraph: அமைப்பாளர் - எஸ்.ஹரிகரன் 12/37, பள்ளிக்கூடத் தெரு, அத்தனூர், இராசிபுரம் வட்டம், நாமக்கல் மாவட்டம். (734, 633, 960, 655)
appointment-paragraph: துணை அமைப்பாளர்கள் - 1) சி.நாகமாணிக்கம் 6/31, மல்லுமாசம்பட்டி, பரளி அஞ்சல், மோகனூர் வட்டம், நாமக்கல் மாவட்டம். 2) வீ.பிரதாப் 2/62, சங்கரம்பாளையம், குமரிபாளையம் அஞ்சல், மோகனூர் வட்டம், நாமக்கல் மாவட்டம். 3) ஆர்.ரவிச்சந்திரன் 2/62, மாரியம்மன் கோவில் தெரு, ஆண்டாபுரம் அஞ்சல், மோகனூர் வட்டம், நாமக்கல் மாவட்டம். 4) ஏ.குணசேகரன் 4/108, கீராயூர், பேட்டப்பாளையம் அஞ்சல், மோகனூர் வட்டம், நாமக்கல் மாவட்டம். 5) எம்.பெரியசாமி சக்காம்பட்டி வளரி, ஆரூர் அஞ்சல், மோகனூர் வட்டம், நாமக்கல் மாவட்டம். (493, 408, 720, 535)
appointment-paragraph: அமைப்பாளர் - ச.மணிகண்டன் 83 ஏ, அண்ணாநகர், நெல்லிக்குப்பம், கடலூர் மாவட்டம். (12, 1346, 238, 1368)
